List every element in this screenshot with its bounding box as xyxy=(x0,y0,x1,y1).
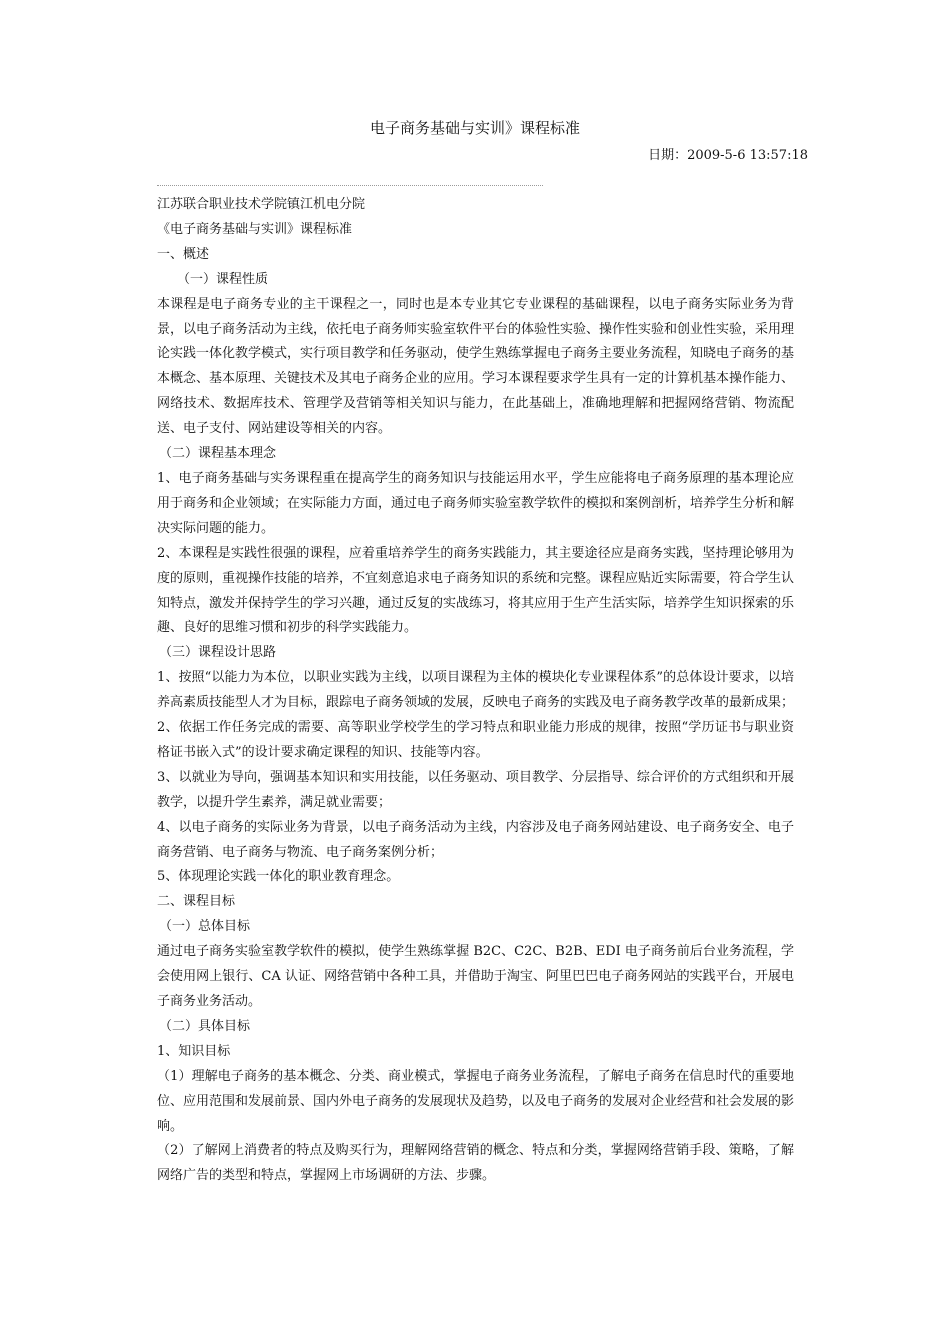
list-item: 5、体现理论实践一体化的职业教育理念。 xyxy=(157,869,400,885)
section-heading: 二、课程目标 xyxy=(157,894,236,910)
course-standard-line: 《电子商务基础与实训》课程标准 xyxy=(157,221,353,237)
document-title: 电子商务基础与实训》课程标准 xyxy=(369,119,580,137)
divider xyxy=(157,185,543,186)
list-item: 2、本课程是实践性很强的课程，应着重培养学生的商务实践能力，其主要途径应是商务实践，坚持理论够用为度的原则，重视操作技能的培养，不宜刻意追求电子商务知识的系统和完整。课程应贴近实际需要，符合学生认知特点，激发并保持学生的学习兴趣，通过反复的实战练习，将其应用于生产生活实际，培养学生知识探索的乐趣、良好的思维习惯和初步的科学实践能力。 xyxy=(157,545,795,636)
list-item: 2、依据工作任务完成的需要、高等职业学校学生的学习特点和职业能力形成的规律，按照“学历证书与职业资格证书嵌入式”的设计要求确定课程的知识、技能等内容。 xyxy=(157,720,794,760)
subsection-heading: （三）课程设计思路 xyxy=(159,645,277,661)
subheading: 1、知识目标 xyxy=(157,1043,231,1059)
section-heading: 一、概述 xyxy=(157,246,210,262)
list-item: 4、以电子商务的实际业务为背景，以电子商务活动为主线，内容涉及电子商务网站建设、电子商务安全、电子商务营销、电子商务与物流、电子商务案例分析； xyxy=(157,819,794,860)
paragraph: 本课程是电子商务专业的主干课程之一，同时也是本专业其它专业课程的基础课程，以电子商务实际业务为背景，以电子商务活动为主线，依托电子商务师实验室软件平台的体验性实验、操作性实验和创业性实验，采用理论实践一体化教学模式，实行项目教学和任务驱动，使学生熟练掌握电子商务主要业务流程，知晓电子商务的基本概念、基本原理、关键技术及其电子商务企业的应用。学习本课程要求学生具有一定的计算机基本操作能力、网络技术、数据库技术、管理学及营销等相关知识与能力，在此基础上，准确地理解和把握网络营销、物流配送、电子支付、网站建设等相关的内容。 xyxy=(157,296,795,437)
list-item: 1、电子商务基础与实务课程重在提高学生的商务知识与技能运用水平，学生应能将电子商务原理的基本理论应用于商务和企业领域；在实际能力方面，通过电子商务师实验室教学软件的模拟和案例剖析，培养学生分析和解决实际问题的能力。 xyxy=(157,470,795,536)
list-item: 3、以就业为导向，强调基本知识和实用技能，以任务驱动、项目教学、分层指导、综合评价的方式组织和开展教学，以提升学生素养，满足就业需要； xyxy=(157,769,794,810)
institution-line: 江苏联合职业技术学院镇江机电分院 xyxy=(157,197,366,212)
list-item: （2）了解网上消费者的特点及购买行为，理解网络营销的概念、特点和分类，掌握网络营销手段、策略，了解网络广告的类型和特点，掌握网上市场调研的方法、步骤。 xyxy=(157,1143,794,1184)
subsection-heading: （二）具体目标 xyxy=(159,1018,251,1034)
document-date: 日期：2009-5-6 13:57:18 xyxy=(648,148,808,163)
list-item: （1）理解电子商务的基本概念、分类、商业模式，掌握电子商务业务流程，了解电子商务在信息时代的重要地位、应用范围和发展前景、国内外电子商务的发展现状及趋势，以及电子商务的发展对企业经营和社会发展的影响。 xyxy=(157,1068,795,1134)
subsection-heading: （二）课程基本理念 xyxy=(159,446,277,462)
paragraph: 通过电子商务实验室教学软件的模拟，使学生熟练掌握 B2C、C2C、B2B、EDI 电子商务前后台业务流程，学会使用网上银行、CA 认证、网络营销中各种工具，并借助于淘宝、阿里巴巴电子商务网站的实践平台，开展电子商务业务活动。 xyxy=(157,944,794,1009)
subsection-heading: （一）总体目标 xyxy=(159,919,251,935)
document-body xyxy=(157,193,794,1189)
subsection-heading: （一）课程性质 xyxy=(177,271,269,287)
list-item: 1、按照“以能力为本位，以职业实践为主线，以项目课程为主体的模块化专业课程体系”的总体设计要求，以培养高素质技能型人才为目标，跟踪电子商务领域的发展，反映电子商务的实践及电子商务教学改革的最新成果； xyxy=(157,670,795,711)
